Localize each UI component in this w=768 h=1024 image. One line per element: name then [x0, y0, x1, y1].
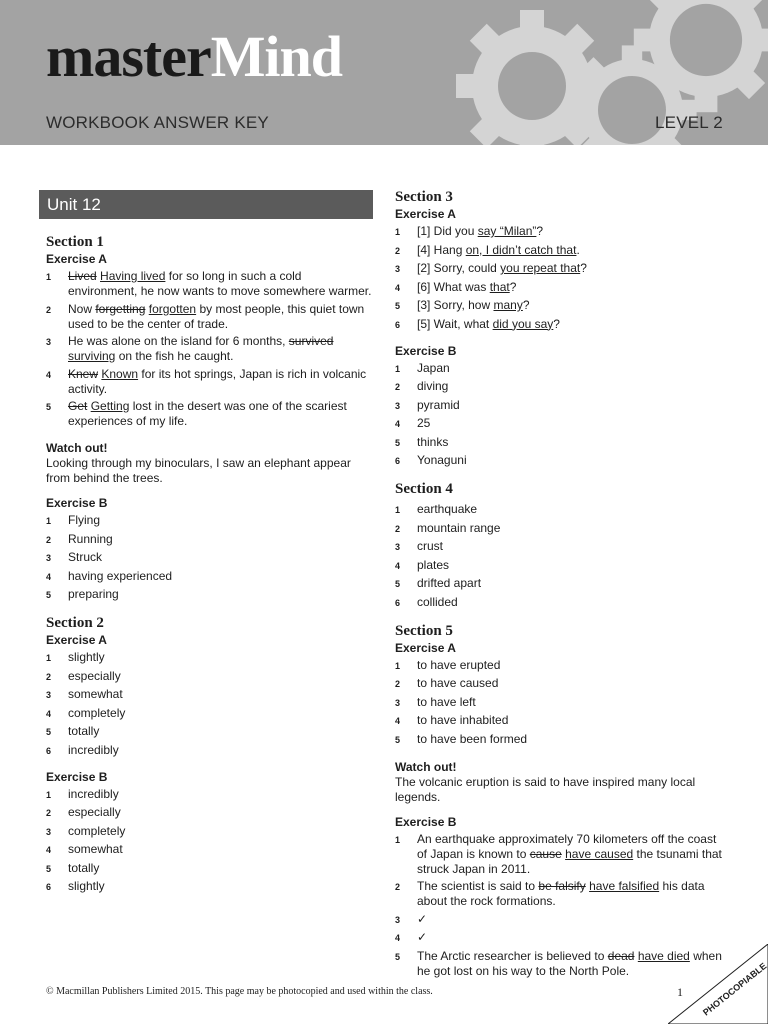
answer-text: especially: [68, 668, 121, 683]
item-number: 3: [395, 542, 401, 552]
answer-text: ?: [580, 261, 587, 275]
item-text: [68, 861, 373, 877]
corrected-text: did you say: [492, 316, 554, 331]
item-text: [417, 879, 725, 909]
item-number: 1: [46, 653, 52, 663]
answer-item: [46, 569, 373, 585]
item-number: 2: [395, 245, 401, 256]
item-text: [68, 706, 373, 722]
answer-item: [46, 805, 373, 821]
answer-item: [46, 367, 373, 397]
item-text: [417, 912, 725, 928]
item-number: 4: [395, 933, 401, 943]
watch-out-title: Watch out!: [46, 441, 108, 455]
answer-text: when he got lost on his way to the North Pole.: [417, 948, 722, 978]
item-number: 6: [46, 882, 52, 892]
item-text: [417, 695, 725, 711]
exercise-title: Exercise B: [395, 343, 457, 358]
item-number: 6: [395, 456, 401, 466]
photocopiable-corner: [668, 944, 768, 1024]
section-5: [395, 622, 725, 979]
answer-text: Flying: [68, 513, 101, 527]
answer-text: completely: [68, 705, 126, 720]
item-number: 4: [46, 369, 52, 380]
right-column: [395, 188, 725, 990]
item-number: 1: [395, 363, 401, 374]
item-number: 4: [46, 845, 52, 855]
item-text: [68, 842, 373, 858]
item-text: [417, 502, 725, 518]
corrected-text: surviving: [68, 349, 116, 363]
watch-out-text: The volcanic eruption is said to have inspired many local legends.: [395, 774, 696, 804]
answer-item: [395, 261, 725, 277]
answer-text: incredibly: [68, 742, 119, 757]
answer-text: on the fish he caught.: [115, 349, 234, 363]
item-number: 1: [46, 789, 52, 800]
crossed-out-text: Get: [68, 399, 88, 413]
answer-item: [395, 379, 725, 395]
answer-text: Struck: [68, 550, 103, 564]
item-number: 3: [395, 697, 401, 708]
answer-text: slightly: [68, 879, 105, 893]
answer-text: An earthquake approximately 70 kilometers off the coast of Japan is known to: [417, 831, 717, 861]
answer-item: [46, 724, 373, 740]
item-number: 5: [46, 402, 52, 412]
item-text: [68, 879, 373, 895]
item-number: 3: [46, 553, 52, 563]
item-text: [417, 521, 725, 537]
item-text: [68, 569, 373, 585]
answer-list: [395, 502, 725, 611]
corrected-text: many: [493, 298, 523, 312]
answer-item: [395, 224, 725, 240]
answer-item: [46, 787, 373, 803]
answer-item: [46, 861, 373, 877]
crossed-out-text: be falsify: [538, 879, 586, 893]
item-number: 1: [395, 660, 401, 671]
item-number: 2: [395, 523, 401, 534]
item-number: 5: [395, 579, 401, 589]
answer-text: completely: [68, 823, 126, 838]
answer-text: lost in the desert was one of the scariest experiences of my life.: [68, 399, 347, 428]
item-text: [68, 669, 373, 685]
answer-list: [46, 787, 373, 896]
item-text: [68, 687, 373, 703]
item-text: [417, 416, 725, 432]
answer-text: ?: [553, 316, 560, 331]
answer-item: [46, 550, 373, 566]
item-number: 2: [395, 882, 401, 892]
item-number: 1: [395, 227, 401, 237]
answer-item: [395, 317, 725, 333]
answer-text: thinks: [417, 434, 449, 449]
item-text: [417, 298, 725, 314]
item-number: 1: [395, 834, 401, 845]
header-banner: [0, 0, 768, 145]
exercise-title: Exercise A: [46, 633, 107, 647]
item-text: [68, 805, 373, 821]
item-number: 1: [46, 272, 52, 282]
item-text: [417, 435, 725, 451]
answer-text: totally: [68, 860, 100, 875]
item-number: 6: [46, 745, 52, 756]
exercise-title: Exercise A: [46, 252, 107, 266]
answer-item: [46, 532, 373, 548]
item-number: 3: [395, 264, 401, 274]
answer-list: [46, 513, 373, 603]
answer-text: The scientist is said to: [417, 879, 539, 893]
item-number: 5: [395, 437, 401, 448]
answer-text: ?: [522, 298, 530, 312]
answer-item: [395, 558, 725, 574]
unit-title-bar: Unit 12: [39, 190, 373, 219]
corrected-text: on, I didn’t catch that: [465, 242, 577, 257]
answer-text: to have been formed: [417, 731, 528, 746]
section-title: Section 1: [46, 234, 104, 250]
section-title: Section 4: [395, 481, 453, 497]
answer-item: [46, 842, 373, 858]
answer-list: [395, 224, 725, 333]
section-2: [46, 614, 373, 895]
corrected-text: forgotten: [148, 301, 197, 316]
item-text: [68, 743, 373, 759]
section-title: Section 5: [395, 622, 453, 639]
answer-text: pyramid: [417, 397, 460, 412]
item-text: [417, 713, 725, 729]
answer-text: .: [576, 242, 580, 257]
exercise-title: Exercise B: [46, 496, 108, 510]
logo-mind: Mind: [210, 24, 343, 89]
answer-item: [46, 687, 373, 703]
item-number: 5: [46, 590, 52, 600]
answer-item: [46, 399, 373, 429]
watch-out-text: Looking through my binoculars, I saw an elephant appear from behind the trees.: [46, 456, 351, 485]
answer-text: somewhat: [68, 842, 123, 856]
answer-item: [395, 912, 725, 928]
answer-item: [46, 302, 373, 332]
item-text: [417, 676, 725, 692]
answer-item: [46, 824, 373, 840]
corrected-text: Getting: [90, 399, 130, 413]
item-text: [68, 787, 373, 803]
item-text: [417, 658, 725, 674]
item-text: [417, 398, 725, 414]
answer-item: [46, 669, 373, 685]
answer-text: [2] Sorry, could: [417, 261, 501, 275]
corrected-text: Having lived: [100, 269, 166, 283]
item-number: 5: [46, 863, 52, 874]
answer-text: collided: [417, 594, 458, 609]
logo-master: master: [46, 24, 211, 89]
item-number: 4: [46, 571, 52, 582]
item-number: 5: [395, 734, 401, 745]
item-text: [68, 399, 373, 429]
item-number: 1: [46, 516, 52, 526]
mastermind-logo: [46, 24, 343, 89]
answer-item: [395, 298, 725, 314]
item-number: 2: [395, 382, 401, 392]
item-number: 5: [46, 727, 52, 737]
answer-text: his data about the rock formations.: [417, 879, 705, 908]
item-text: [68, 587, 373, 603]
item-text: [68, 724, 373, 740]
item-number: 3: [46, 337, 52, 347]
answer-text: for so long in such a cold environment, he now wants to move somewhere warmer.: [68, 269, 372, 298]
item-number: 6: [395, 597, 401, 608]
exercise-title: Exercise A: [395, 640, 456, 655]
item-number: 6: [395, 319, 401, 330]
page-number: 1: [677, 985, 683, 999]
item-number: 4: [395, 716, 401, 726]
answer-item: [46, 269, 373, 299]
answer-item: [395, 879, 725, 909]
corrected-text: Known: [101, 366, 139, 381]
corrected-text: have falsified: [589, 879, 660, 893]
item-number: 3: [395, 914, 401, 925]
answer-text: earthquake: [417, 502, 478, 516]
answer-text: [5] Wait, what: [417, 316, 493, 331]
corrected-text: have died: [637, 948, 690, 963]
answer-item: [395, 398, 725, 414]
answer-text: [1] Did you: [417, 224, 478, 238]
answer-text: [4] Hang: [417, 242, 466, 257]
item-text: [68, 824, 373, 840]
answer-item: [395, 539, 725, 555]
answer-text: drifted apart: [417, 576, 482, 590]
answer-item: [395, 595, 725, 611]
item-text: [417, 317, 725, 333]
answer-text: to have caused: [417, 676, 499, 690]
answer-text: He was alone on the island for 6 months,: [68, 334, 289, 348]
section-title: Section 3: [395, 189, 453, 205]
section-4: [395, 480, 725, 611]
answer-text: incredibly: [68, 786, 119, 801]
answer-text: to have left: [417, 694, 476, 709]
answer-text: crust: [417, 539, 444, 553]
corrected-text: you repeat that: [500, 261, 581, 275]
answer-item: [395, 502, 725, 518]
item-text: [68, 302, 373, 332]
answer-text: for its hot springs, Japan is rich in volcanic activity.: [68, 366, 367, 396]
answer-list: [395, 658, 725, 748]
answer-text: ✓: [417, 930, 428, 944]
answer-item: [395, 453, 725, 469]
photocopiable-label: PHOTOCOPIABLE: [701, 960, 768, 1018]
answer-text: to have inhabited: [417, 713, 509, 727]
item-number: 2: [395, 679, 401, 689]
item-text: [417, 832, 725, 877]
crossed-out-text: dead: [607, 948, 635, 963]
workbook-answer-key-title: WORKBOOK ANSWER KEY: [46, 113, 269, 132]
section-3: [395, 188, 725, 469]
answer-text: totally: [68, 724, 100, 738]
answer-item: [395, 832, 725, 877]
answer-text: somewhat: [68, 687, 123, 701]
answer-item: [46, 513, 373, 529]
item-text: [417, 576, 725, 592]
exercise-title: Exercise A: [395, 207, 456, 221]
answer-item: [395, 732, 725, 748]
item-text: [417, 453, 725, 469]
crossed-out-text: Knew: [68, 366, 99, 381]
answer-text: diving: [417, 379, 449, 393]
item-text: [417, 361, 725, 377]
item-text: [417, 243, 725, 259]
item-text: [68, 513, 373, 529]
item-number: 4: [395, 282, 401, 293]
item-text: [417, 732, 725, 748]
answer-item: [395, 576, 725, 592]
answer-text: to have erupted: [417, 657, 501, 672]
answer-item: [395, 658, 725, 674]
answer-item: [395, 435, 725, 451]
item-text: [417, 379, 725, 395]
answer-item: [46, 334, 373, 364]
exercise-title: Exercise B: [46, 769, 108, 784]
answer-item: [395, 280, 725, 296]
answer-text: especially: [68, 805, 121, 819]
corrected-text: say “Milan”: [477, 224, 537, 238]
item-text: [417, 261, 725, 277]
answer-item: [46, 743, 373, 759]
answer-item: [46, 706, 373, 722]
answer-text: the tsunami that struck Japan in 2011.: [417, 846, 722, 876]
answer-text: by most people, this quiet town used to be the center of trade.: [68, 301, 365, 331]
section-title: Section 2: [46, 615, 104, 631]
answer-text: mountain range: [417, 520, 501, 535]
answer-item: [46, 587, 373, 603]
item-text: [417, 595, 725, 611]
exercise-title: Exercise B: [395, 814, 457, 829]
item-text: [417, 558, 725, 574]
answer-text: plates: [417, 557, 450, 572]
answer-text: ✓: [417, 911, 428, 926]
copyright-footer: © Macmillan Publishers Limited 2015. This page may be photocopied and used within the class.: [46, 986, 433, 997]
corrected-text: have caused: [565, 846, 634, 861]
item-number: 3: [395, 400, 401, 411]
answer-list: [395, 361, 725, 470]
answer-text: 25: [417, 416, 431, 430]
answer-text: The Arctic researcher is believed to: [417, 948, 608, 963]
answer-text: having experienced: [68, 568, 173, 583]
watch-out-title: Watch out!: [395, 759, 457, 774]
item-text: [68, 269, 373, 299]
answer-item: [395, 695, 725, 711]
item-number: 4: [46, 708, 52, 719]
item-number: 2: [46, 304, 52, 315]
crossed-out-text: survived: [288, 334, 334, 348]
item-text: [68, 532, 373, 548]
item-text: [68, 367, 373, 397]
level-label: LEVEL 2: [655, 113, 723, 132]
item-number: 4: [395, 419, 401, 429]
answer-item: [395, 243, 725, 259]
item-number: 2: [46, 671, 52, 682]
item-number: 1: [395, 505, 401, 515]
item-number: 3: [46, 826, 52, 837]
answer-text: Now: [68, 301, 96, 316]
answer-item: [395, 361, 725, 377]
item-text: [417, 224, 725, 240]
crossed-out-text: forgetting: [95, 301, 146, 316]
answer-text: Running: [68, 531, 113, 546]
answer-item: [395, 713, 725, 729]
item-text: [68, 334, 373, 364]
crossed-out-text: cause: [529, 846, 562, 861]
item-text: [417, 539, 725, 555]
left-column: [39, 188, 373, 906]
item-number: 4: [395, 560, 401, 571]
answer-text: preparing: [68, 587, 119, 601]
item-text: [417, 280, 725, 296]
answer-item: [395, 676, 725, 692]
answer-text: ?: [536, 224, 544, 238]
item-number: 5: [395, 301, 401, 311]
answer-item: [46, 650, 373, 666]
answer-list: [46, 269, 373, 429]
item-text: [68, 550, 373, 566]
answer-list: [46, 650, 373, 759]
item-number: 3: [46, 690, 52, 700]
answer-item: [46, 879, 373, 895]
answer-item: [395, 521, 725, 537]
corrected-text: that: [489, 279, 510, 294]
item-number: 2: [46, 808, 52, 818]
answer-text: [6] What was: [417, 279, 490, 294]
answer-text: [3] Sorry, how: [417, 298, 494, 312]
section-1: [46, 233, 373, 603]
answer-text: slightly: [68, 650, 105, 664]
answer-item: [395, 416, 725, 432]
item-number: 2: [46, 534, 52, 545]
answer-text: Yonaguni: [417, 453, 467, 467]
item-number: 5: [395, 951, 401, 962]
crossed-out-text: Lived: [68, 269, 97, 283]
answer-text: Japan: [417, 360, 450, 375]
answer-text: ?: [509, 279, 517, 294]
item-text: [68, 650, 373, 666]
